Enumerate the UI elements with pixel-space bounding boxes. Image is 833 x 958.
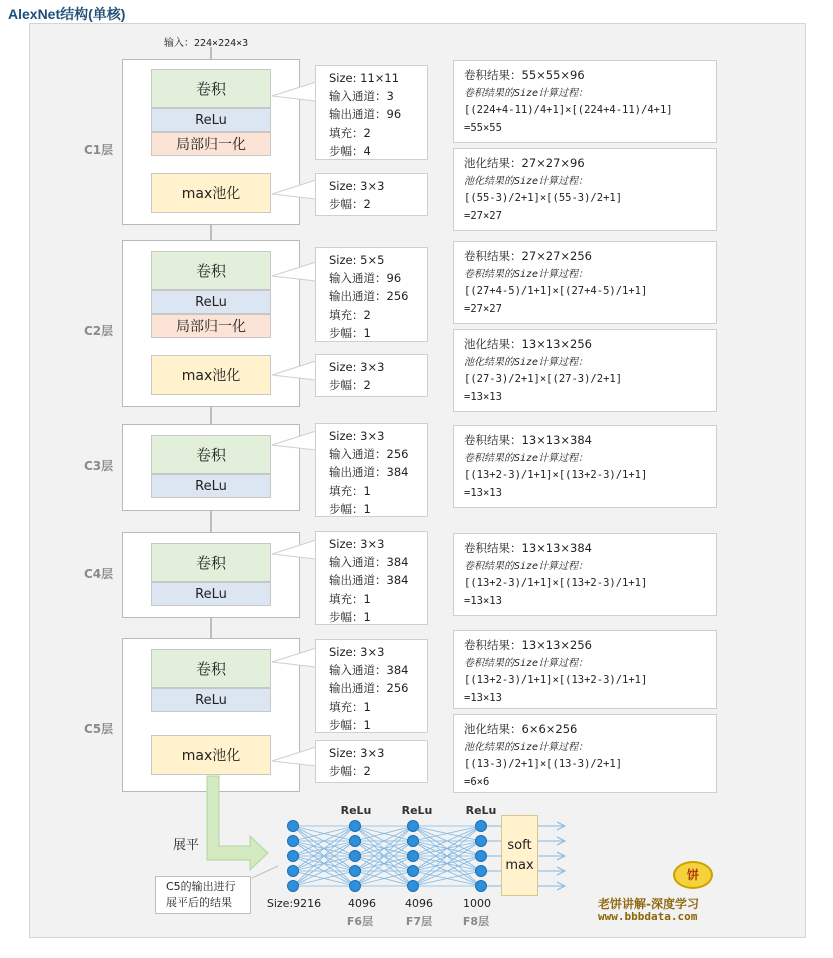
- neuron-node: [288, 851, 299, 862]
- result-value: =13×13: [464, 390, 502, 403]
- fc-input-size: Size:9216: [266, 897, 322, 910]
- neuron-node: [408, 866, 419, 877]
- spec-line: 输出通道：96: [329, 107, 402, 122]
- spec-line: 填充：2: [329, 125, 371, 140]
- result-value: =13×13: [464, 691, 502, 704]
- spec-line: 输入通道：96: [329, 271, 402, 286]
- f8-layer-label: F8层: [462, 915, 490, 928]
- spec-line: 步幅：1: [329, 609, 371, 624]
- spec-line: 输出通道：384: [329, 573, 409, 588]
- spec-line: 填充：1: [329, 699, 371, 714]
- spec-line: Size: 5×5: [329, 253, 385, 267]
- neuron-node: [476, 836, 487, 847]
- spec-line: Size: 3×3: [329, 537, 385, 551]
- neuron-node: [350, 851, 361, 862]
- f7-size: 4096: [405, 897, 433, 910]
- result-value: =13×13: [464, 594, 502, 607]
- spec-line: 填充：1: [329, 591, 371, 606]
- c3-conv-block: 卷积: [151, 435, 271, 474]
- layer-label-c3: C3层: [84, 459, 114, 473]
- f6-layer-label: F6层: [346, 915, 374, 928]
- result-value: =13×13: [464, 486, 502, 499]
- spec-line: Size: 3×3: [329, 429, 385, 443]
- brand-name: 老饼讲解-深度学习: [598, 897, 699, 911]
- c5-conv-block: 卷积: [151, 649, 271, 688]
- f6-size: 4096: [348, 897, 376, 910]
- spec-line: 输入通道：3: [329, 89, 394, 104]
- spec-line: 填充：1: [329, 483, 371, 498]
- neuron-node: [408, 836, 419, 847]
- result-heading: 池化结果：6×6×256: [464, 722, 578, 736]
- spec-line: Size: 11×11: [329, 71, 400, 85]
- spec-line: 输出通道：256: [329, 289, 409, 304]
- neuron-node: [350, 821, 361, 832]
- neuron-node: [350, 866, 361, 877]
- neuron-node: [476, 881, 487, 892]
- page-title: AlexNet结构(单核): [8, 6, 126, 22]
- f7-relu-label: ReLu: [401, 804, 433, 817]
- result-formula: [(13-3)/2+1]×[(13-3)/2+1]: [464, 758, 623, 770]
- result-caption: 池化结果的Size计算过程：: [464, 741, 589, 753]
- spec-line: 填充：2: [329, 307, 371, 322]
- spec-line: Size: 3×3: [329, 360, 385, 374]
- softmax-line: max: [505, 858, 534, 873]
- neuron-node: [288, 821, 299, 832]
- c2-conv-block: 卷积: [151, 251, 271, 290]
- c2-pool-block: max池化: [151, 355, 271, 395]
- result-formula: [(224+4-11)/4+1]×[(224+4-11)/4+1]: [464, 104, 673, 116]
- result-value: =6×6: [464, 775, 490, 788]
- spec-line: 步幅：1: [329, 501, 371, 516]
- spec-line: 步幅：1: [329, 325, 371, 340]
- result-caption: 卷积结果的Size计算过程：: [464, 452, 589, 464]
- result-heading: 卷积结果：13×13×256: [464, 638, 592, 652]
- c1-lrn-block: 局部归一化: [151, 132, 271, 156]
- c1-conv-block: 卷积: [151, 69, 271, 108]
- spec-line: 步幅：4: [329, 143, 371, 158]
- result-formula: [(55-3)/2+1]×[(55-3)/2+1]: [464, 192, 623, 204]
- c2-relu-block: ReLu: [151, 290, 271, 314]
- result-caption: 卷积结果的Size计算过程：: [464, 657, 589, 669]
- layer-label-c2: C2层: [84, 324, 114, 338]
- layer-label-c4: C4层: [84, 567, 114, 581]
- f8-size: 1000: [463, 897, 491, 910]
- layer-label-c5: C5层: [84, 722, 114, 736]
- c4-relu-block: ReLu: [151, 582, 271, 606]
- result-formula: [(13+2-3)/1+1]×[(13+2-3)/1+1]: [464, 577, 648, 589]
- neuron-node: [408, 851, 419, 862]
- softmax-block: [501, 815, 538, 896]
- c1-relu-block: ReLu: [151, 108, 271, 132]
- result-heading: 池化结果：13×13×256: [464, 337, 592, 351]
- input-label: 输入：224×224×3: [164, 38, 249, 49]
- result-caption: 卷积结果的Size计算过程：: [464, 268, 589, 280]
- spec-line: 步幅：1: [329, 717, 371, 732]
- spec-line: 输入通道：384: [329, 663, 409, 678]
- c2-lrn-block: 局部归一化: [151, 314, 271, 338]
- neuron-node: [476, 866, 487, 877]
- f7-layer-label: F7层: [405, 915, 433, 928]
- c4-conv-block: 卷积: [151, 543, 271, 582]
- spec-line: 输入通道：256: [329, 447, 409, 462]
- neuron-node: [288, 881, 299, 892]
- result-formula: [(27-3)/2+1]×[(27-3)/2+1]: [464, 373, 623, 385]
- c1-pool-block: max池化: [151, 173, 271, 213]
- neuron-node: [350, 836, 361, 847]
- neuron-node: [350, 881, 361, 892]
- neuron-node: [288, 866, 299, 877]
- f8-relu-label: ReLu: [465, 804, 497, 817]
- spec-line: Size: 3×3: [329, 179, 385, 193]
- neuron-node: [408, 881, 419, 892]
- spec-line: 输出通道：256: [329, 681, 409, 696]
- c3-relu-block: ReLu: [151, 474, 271, 498]
- result-formula: [(13+2-3)/1+1]×[(13+2-3)/1+1]: [464, 469, 648, 481]
- callout-line: 展平后的结果: [166, 896, 232, 909]
- result-value: =27×27: [464, 209, 502, 222]
- c5-pool-block: max池化: [151, 735, 271, 775]
- result-formula: [(27+4-5)/1+1]×[(27+4-5)/1+1]: [464, 285, 648, 297]
- result-heading: 卷积结果：13×13×384: [464, 433, 592, 447]
- result-formula: [(13+2-3)/1+1]×[(13+2-3)/1+1]: [464, 674, 648, 686]
- neuron-node: [408, 821, 419, 832]
- neuron-node: [288, 836, 299, 847]
- layer-label-c1: C1层: [84, 143, 114, 157]
- result-caption: 卷积结果的Size计算过程：: [464, 560, 589, 572]
- f6-relu-label: ReLu: [340, 804, 372, 817]
- spec-line: 步幅：2: [329, 764, 371, 779]
- spec-line: Size: 3×3: [329, 746, 385, 760]
- result-heading: 卷积结果：55×55×96: [464, 68, 585, 82]
- result-heading: 卷积结果：27×27×256: [464, 249, 592, 263]
- brand-url[interactable]: www.bbbdata.com: [598, 910, 698, 923]
- result-value: =27×27: [464, 302, 502, 315]
- spec-line: 步幅：2: [329, 378, 371, 393]
- flatten-label: 展平: [173, 838, 200, 853]
- spec-line: 步幅：2: [329, 197, 371, 212]
- spec-line: 输入通道：384: [329, 555, 409, 570]
- neuron-node: [476, 821, 487, 832]
- c5-relu-block: ReLu: [151, 688, 271, 712]
- result-caption: 池化结果的Size计算过程：: [464, 356, 589, 368]
- brand-logo-icon: 饼: [673, 861, 713, 889]
- spec-line: Size: 3×3: [329, 645, 385, 659]
- result-caption: 池化结果的Size计算过程：: [464, 175, 589, 187]
- softmax-line: soft: [507, 838, 532, 853]
- callout-line: C5的输出进行: [166, 880, 236, 893]
- result-heading: 卷积结果：13×13×384: [464, 541, 592, 555]
- neuron-node: [476, 851, 487, 862]
- result-caption: 卷积结果的Size计算过程：: [464, 87, 589, 99]
- spec-line: 输出通道：384: [329, 465, 409, 480]
- result-value: =55×55: [464, 121, 502, 134]
- result-heading: 池化结果：27×27×96: [464, 156, 585, 170]
